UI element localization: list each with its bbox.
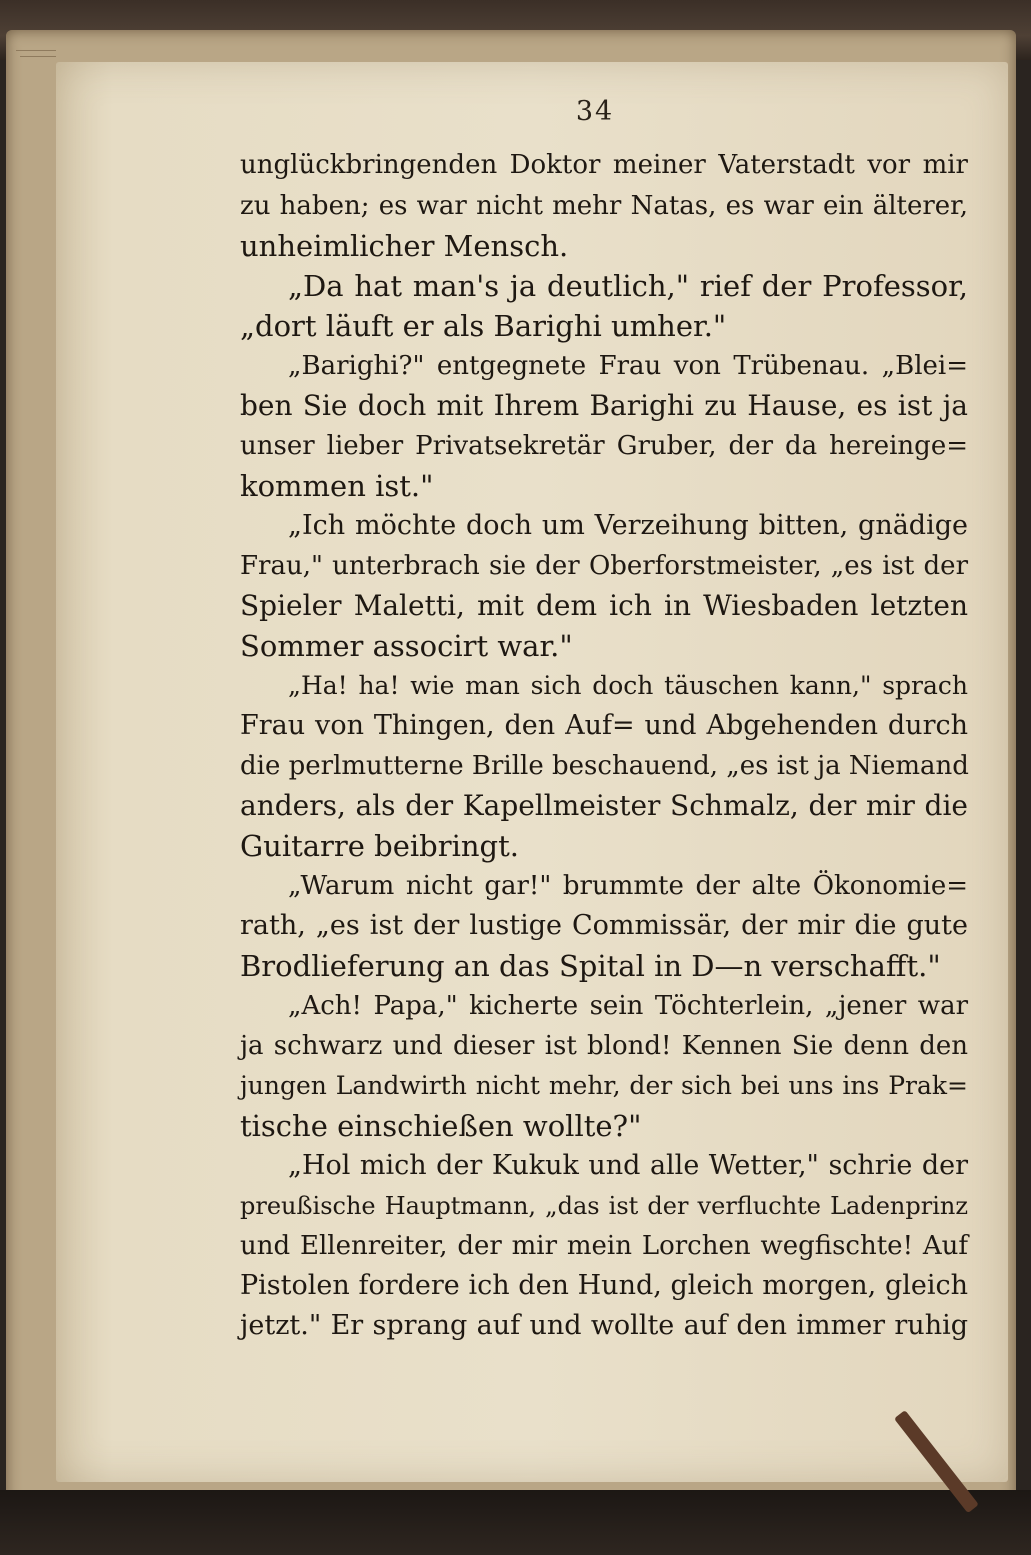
text-line: Spieler Maletti, mit dem ich in Wiesbaden letzten: [240, 589, 968, 622]
text-line: „Warum nicht gar!" brummte der alte Ökonomie=: [288, 871, 968, 901]
text-line: „Da hat man's ja deutlich," rief der Professor,: [288, 269, 968, 303]
text-line: „Ach! Papa," kicherte sein Töchterlein, „jener war: [288, 991, 968, 1021]
text-line: „Hol mich der Kukuk und alle Wetter," schrie der: [288, 1150, 968, 1181]
text-line: ben Sie doch mit Ihrem Barighi zu Hause, es ist ja: [240, 389, 968, 422]
text-line: Pistolen fordere ich den Hund, gleich morgen, gleich: [240, 1270, 968, 1301]
text-line: „Ha! ha! wie man sich doch täuschen kann," sprach: [288, 671, 968, 700]
text-line: unser lieber Privatsekretär Gruber, der da hereinge=: [240, 431, 968, 461]
text-line: jungen Landwirth nicht mehr, der sich bei uns ins Prak=: [240, 1071, 968, 1100]
text-line: Guitarre beibringt.: [240, 829, 519, 863]
text-line: die perlmutterne Brille beschauend, „es ist ja Niemand: [240, 751, 969, 781]
text-line: „dort läuft er als Barighi umher.": [240, 309, 727, 343]
text-line: unheimlicher Mensch.: [240, 229, 569, 263]
text-line: ja schwarz und dieser ist blond! Kennen Sie denn den: [240, 1031, 968, 1061]
text-line: kommen ist.": [240, 469, 434, 503]
text-line: rath, „es ist der lustige Commissär, der mir die gute: [240, 910, 968, 941]
page-number: 34: [575, 96, 615, 127]
text-line: zu haben; es war nicht mehr Natas, es war ein älterer,: [240, 191, 968, 221]
text-line: Frau," unterbrach sie der Oberforstmeister, „es ist der: [240, 551, 968, 581]
text-line: preußische Hauptmann, „das ist der verfluchte Ladenprinz: [240, 1192, 968, 1220]
text-line: und Ellenreiter, der mir mein Lorchen wegfischte! Auf: [240, 1231, 968, 1261]
text-line: tische einschießen wollte?": [240, 1109, 642, 1143]
text-line: unglückbringenden Doktor meiner Vaterstadt vor mir: [240, 150, 968, 180]
text-line: Sommer associrt war.": [240, 629, 573, 663]
text-line: Frau von Thingen, den Auf= und Abgehenden durch: [240, 710, 968, 741]
text-line: „Barighi?" entgegnete Frau von Trübenau. „Blei=: [288, 351, 968, 381]
text-line: jetzt." Er sprang auf und wollte auf den immer ruhig: [240, 1310, 968, 1341]
text-line: „Ich möchte doch um Verzeihung bitten, gnädige: [288, 510, 968, 541]
text-line: anders, als der Kapellmeister Schmalz, der mir die: [240, 789, 968, 822]
text-line: Brodlieferung an das Spital in D—n verschafft.": [240, 949, 941, 983]
